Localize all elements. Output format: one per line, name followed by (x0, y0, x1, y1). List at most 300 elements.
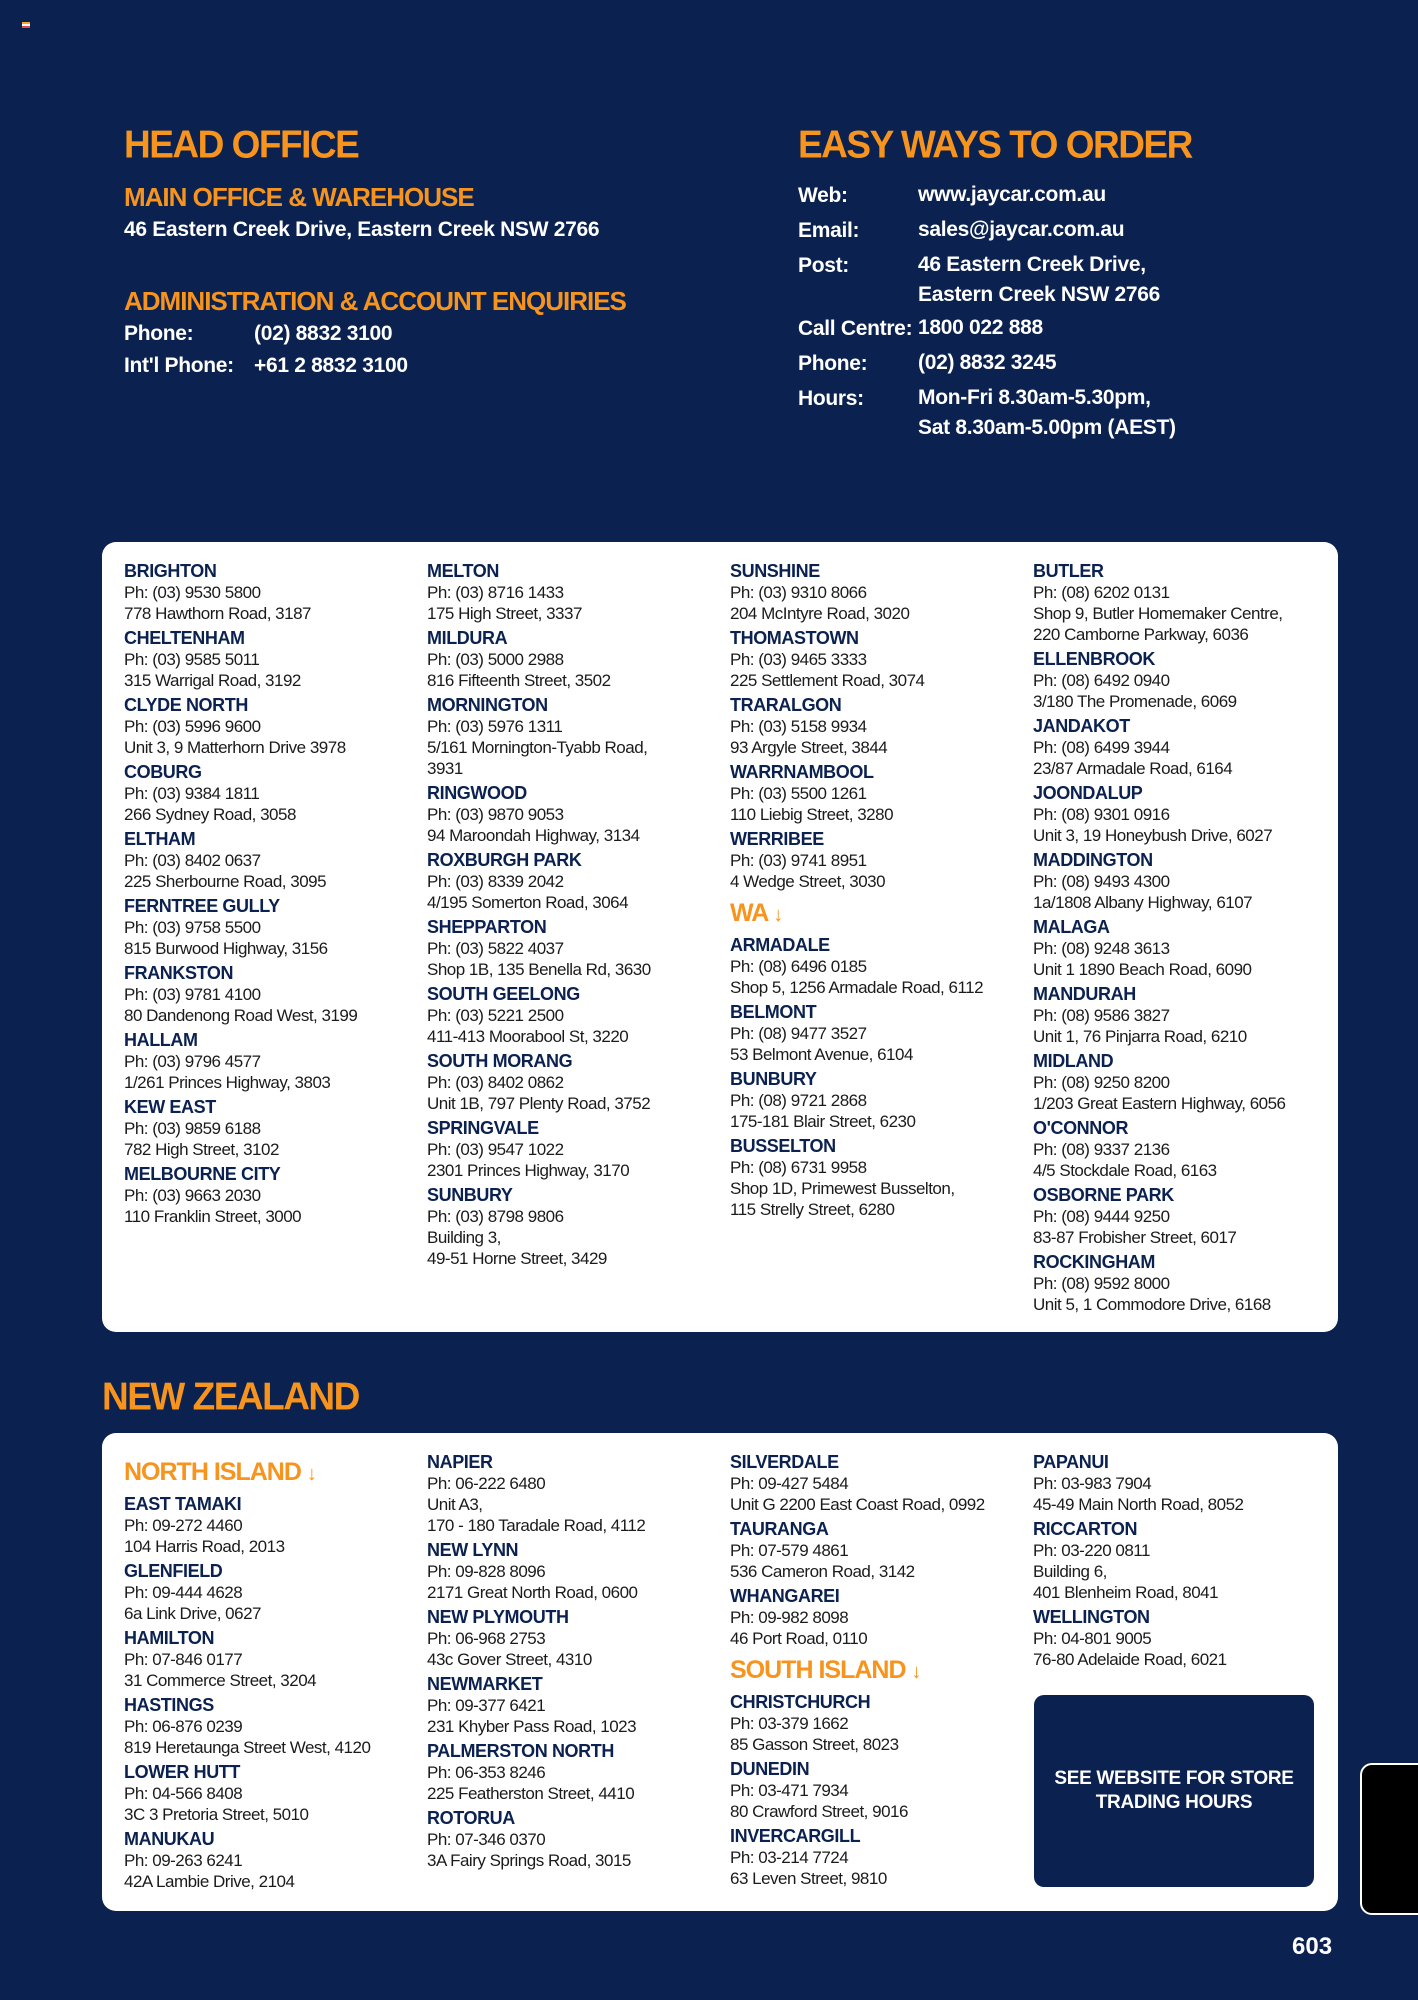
store-name: DUNEDIN (730, 1759, 810, 1779)
store-phone: Ph: (08) 6499 3944 (1033, 738, 1170, 757)
order-row (798, 180, 1358, 212)
store-name: O'CONNOR (1033, 1118, 1129, 1138)
store-address: 816 Fifteenth Street, 3502 (427, 671, 611, 690)
store-phone: Ph: (03) 5822 4037 (427, 939, 564, 958)
store-address: 53 Belmont Avenue, 6104 (730, 1045, 913, 1064)
store-name: WARRNAMBOOL (730, 762, 874, 782)
phone-label: Phone: (124, 322, 194, 345)
store-phone: Ph: 03-214 7724 (730, 1848, 849, 1867)
store-address: Shop 1D, Primewest Busselton, (730, 1179, 955, 1198)
store-address: Building 6, (1033, 1562, 1107, 1581)
store-name: TRARALGON (730, 695, 842, 715)
store-address: 819 Heretaunga Street West, 4120 (124, 1738, 371, 1757)
store-address: Shop 1B, 135 Benella Rd, 3630 (427, 960, 651, 979)
store-address: 266 Sydney Road, 3058 (124, 805, 296, 824)
store-name: NEWMARKET (427, 1674, 543, 1694)
section-tab (1360, 1763, 1418, 1915)
store-name: RINGWOOD (427, 783, 527, 803)
store-address: Unit 3, 9 Matterhorn Drive 3978 (124, 738, 346, 757)
order-row-label: Hours: (798, 387, 864, 410)
store-name: GLENFIELD (124, 1561, 223, 1581)
store-entry (1033, 1606, 1328, 1670)
nz-col-3-north (730, 1451, 1025, 1649)
store-phone: Ph: 09-444 4628 (124, 1583, 243, 1602)
store-phone: Ph: (08) 6731 9958 (730, 1158, 867, 1177)
store-name: SOUTH GEELONG (427, 984, 580, 1004)
store-address: 49-51 Horne Street, 3429 (427, 1249, 607, 1268)
store-phone: Ph: (03) 5158 9934 (730, 717, 867, 736)
store-name: WERRIBEE (730, 829, 824, 849)
store-phone: Ph: (03) 9663 2030 (124, 1186, 261, 1205)
store-name: CLYDE NORTH (124, 695, 248, 715)
order-row (798, 313, 1358, 345)
store-entry (427, 694, 722, 779)
store-entry (124, 1694, 419, 1758)
store-entry (730, 1135, 1025, 1220)
store-name: INVERCARGILL (730, 1826, 861, 1846)
head-office-title: HEAD OFFICE (124, 122, 359, 166)
store-name: CHRISTCHURCH (730, 1692, 871, 1712)
store-name: FRANKSTON (124, 963, 234, 983)
store-name: WELLINGTON (1033, 1607, 1150, 1627)
store-address: 4 Wedge Street, 3030 (730, 872, 886, 891)
store-phone: Ph: 06-353 8246 (427, 1763, 546, 1782)
store-name: HASTINGS (124, 1695, 214, 1715)
au-col-4 (1033, 560, 1333, 1318)
store-entry (124, 828, 419, 892)
store-entry (427, 1539, 722, 1603)
store-name: NEW LYNN (427, 1540, 519, 1560)
store-entry (730, 1001, 1025, 1065)
store-address: Unit 1B, 797 Plenty Road, 3752 (427, 1094, 651, 1113)
store-phone: Ph: 06-222 6480 (427, 1474, 546, 1493)
store-address: Unit 3, 19 Honeybush Drive, 6027 (1033, 826, 1273, 845)
store-entry (124, 1163, 419, 1227)
store-hours-note (1034, 1695, 1314, 1887)
arrow-down-icon: ↓ (911, 1661, 921, 1683)
order-row-value: www.jaycar.com.au (918, 183, 1106, 206)
store-address: 225 Settlement Road, 3074 (730, 671, 925, 690)
store-entry (427, 1050, 722, 1114)
store-name: MALAGA (1033, 917, 1110, 937)
store-phone: Ph: (08) 6202 0131 (1033, 583, 1170, 602)
store-name: JANDAKOT (1033, 716, 1130, 736)
nz-col-3 (730, 1451, 1025, 1892)
nz-stores-panel (102, 1433, 1338, 1911)
order-row-value: 46 Eastern Creek Drive, Eastern Creek NSW 2766 (918, 253, 1161, 306)
store-entry (124, 1493, 419, 1557)
store-name: HAMILTON (124, 1628, 215, 1648)
store-name: ROTORUA (427, 1808, 515, 1828)
order-row-label: Phone: (798, 352, 868, 375)
store-phone: Ph: (03) 9547 1022 (427, 1140, 564, 1159)
store-entry (1033, 849, 1333, 913)
order-row-label: Email: (798, 219, 860, 242)
store-entry (1033, 983, 1333, 1047)
store-name: MELBOURNE CITY (124, 1164, 281, 1184)
store-address: 83-87 Frobisher Street, 6017 (1033, 1228, 1237, 1247)
store-entry (427, 1451, 722, 1536)
store-entry (124, 694, 419, 758)
store-phone: Ph: 07-579 4861 (730, 1541, 849, 1560)
store-entry (427, 560, 722, 624)
store-entry (730, 694, 1025, 758)
main-office-heading: MAIN OFFICE & WAREHOUSE (124, 182, 474, 212)
phone-value: (02) 8832 3100 (254, 322, 393, 345)
store-phone: Ph: (03) 9741 8951 (730, 851, 867, 870)
store-entry (730, 1691, 1025, 1755)
store-name: SUNBURY (427, 1185, 513, 1205)
nz-col-4 (1033, 1451, 1328, 1673)
store-phone: Ph: 09-427 5484 (730, 1474, 849, 1493)
wa-region-heading (730, 896, 1025, 932)
au-col-3-wa (730, 934, 1025, 1220)
store-entry (1033, 648, 1333, 712)
store-name: PAPANUI (1033, 1452, 1109, 1472)
store-name: RICCARTON (1033, 1519, 1138, 1539)
store-name: SPRINGVALE (427, 1118, 539, 1138)
store-address: 80 Crawford Street, 9016 (730, 1802, 908, 1821)
store-address: 45-49 Main North Road, 8052 (1033, 1495, 1244, 1514)
store-entry (1033, 1451, 1328, 1515)
store-phone: Ph: (08) 9248 3613 (1033, 939, 1170, 958)
intl-phone-value: +61 2 8832 3100 (254, 354, 408, 377)
store-name: MANUKAU (124, 1829, 215, 1849)
store-address: 778 Hawthorn Road, 3187 (124, 604, 311, 623)
order-rows (798, 180, 1358, 443)
store-phone: Ph: (03) 9859 6188 (124, 1119, 261, 1138)
store-address: 110 Liebig Street, 3280 (730, 805, 894, 824)
store-phone: Ph: (08) 9493 4300 (1033, 872, 1170, 891)
store-name: BELMONT (730, 1002, 817, 1022)
store-phone: Ph: 03-471 7934 (730, 1781, 849, 1800)
store-entry (730, 560, 1025, 624)
store-phone: Ph: 04-801 9005 (1033, 1629, 1152, 1648)
arrow-down-icon: ↓ (773, 904, 783, 926)
store-name: LOWER HUTT (124, 1762, 240, 1782)
store-phone: Ph: (03) 9870 9053 (427, 805, 564, 824)
store-address: 85 Gasson Street, 8023 (730, 1735, 899, 1754)
store-phone: Ph: (08) 9444 9250 (1033, 1207, 1170, 1226)
store-entry (1033, 1117, 1333, 1181)
store-address: 225 Sherbourne Road, 3095 (124, 872, 327, 891)
store-entry (124, 895, 419, 959)
store-address: 231 Khyber Pass Road, 1023 (427, 1717, 637, 1736)
store-entry (124, 1627, 419, 1691)
store-name: BUNBURY (730, 1069, 817, 1089)
order-row-value: Mon-Fri 8.30am-5.30pm, Sat 8.30am-5.00pm (AEST) (918, 386, 1176, 439)
store-name: JOONDALUP (1033, 783, 1143, 803)
store-phone: Ph: (03) 5996 9600 (124, 717, 261, 736)
store-address: 2301 Princes Highway, 3170 (427, 1161, 630, 1180)
nz-col-1 (124, 1455, 419, 1895)
north-island-heading (124, 1455, 419, 1491)
store-name: ELLENBROOK (1033, 649, 1156, 669)
store-address: 3931 (427, 759, 463, 778)
store-entry (730, 1451, 1025, 1515)
au-col-2 (427, 560, 722, 1272)
store-address: 536 Cameron Road, 3142 (730, 1562, 915, 1581)
store-phone: Ph: 04-566 8408 (124, 1784, 243, 1803)
store-address: 110 Franklin Street, 3000 (124, 1207, 302, 1226)
store-entry (124, 962, 419, 1026)
store-address: 63 Leven Street, 9810 (730, 1869, 887, 1888)
order-row-label: Call Centre: (798, 317, 913, 340)
store-address: 115 Strelly Street, 6280 (730, 1200, 895, 1219)
store-address: Building 3, (427, 1228, 501, 1247)
store-address: Unit 1, 76 Pinjarra Road, 6210 (1033, 1027, 1247, 1046)
store-entry (427, 782, 722, 846)
store-address: Shop 5, 1256 Armadale Road, 6112 (730, 978, 984, 997)
order-section (798, 122, 1358, 446)
store-name: NAPIER (427, 1452, 493, 1472)
store-address: 3C 3 Pretoria Street, 5010 (124, 1805, 309, 1824)
nz-col-2 (427, 1451, 722, 1874)
store-address: 76-80 Adelaide Road, 6021 (1033, 1650, 1227, 1669)
store-name: SHEPPARTON (427, 917, 547, 937)
store-address: 94 Maroondah Highway, 3134 (427, 826, 640, 845)
store-name: HALLAM (124, 1030, 198, 1050)
store-phone: Ph: (03) 5000 2988 (427, 650, 564, 669)
store-hours-note-text: SEE WEBSITE FOR STORE TRADING HOURS (1054, 1768, 1294, 1813)
store-entry (427, 1606, 722, 1670)
nz-col-1-list (124, 1493, 419, 1892)
store-address: 170 - 180 Taradale Road, 4112 (427, 1516, 646, 1535)
store-entry (427, 916, 722, 980)
store-name: MADDINGTON (1033, 850, 1153, 870)
store-address: 4/5 Stockdale Road, 6163 (1033, 1161, 1217, 1180)
intl-phone-label: Int'l Phone: (124, 354, 234, 377)
store-phone: Ph: 06-968 2753 (427, 1629, 546, 1648)
store-entry (1033, 1518, 1328, 1603)
store-name: WHANGAREI (730, 1586, 840, 1606)
nz-col-3-south (730, 1691, 1025, 1889)
store-phone: Ph: (03) 8716 1433 (427, 583, 564, 602)
store-entry (730, 761, 1025, 825)
store-entry (427, 627, 722, 691)
store-address: Unit 1 1890 Beach Road, 6090 (1033, 960, 1252, 979)
store-address: 815 Burwood Highway, 3156 (124, 939, 328, 958)
store-entry (730, 934, 1025, 998)
store-phone: Ph: 09-982 8098 (730, 1608, 849, 1627)
store-address: 43c Gover Street, 4310 (427, 1650, 592, 1669)
store-address: 204 McIntyre Road, 3020 (730, 604, 910, 623)
store-address: 1a/1808 Albany Highway, 6107 (1033, 893, 1253, 912)
store-name: KEW EAST (124, 1097, 216, 1117)
store-phone: Ph: (03) 9781 4100 (124, 985, 261, 1004)
store-phone: Ph: 03-379 1662 (730, 1714, 849, 1733)
store-address: 3A Fairy Springs Road, 3015 (427, 1851, 631, 1870)
store-phone: Ph: 09-272 4460 (124, 1516, 243, 1535)
store-address: 401 Blenheim Road, 8041 (1033, 1583, 1219, 1602)
store-entry (427, 849, 722, 913)
store-entry (1033, 1251, 1333, 1315)
store-name: ROXBURGH PARK (427, 850, 582, 870)
store-phone: Ph: 03-983 7904 (1033, 1474, 1152, 1493)
store-name: SILVERDALE (730, 1452, 839, 1472)
store-name: FERNTREE GULLY (124, 896, 280, 916)
store-address: 411-413 Moorabool St, 3220 (427, 1027, 629, 1046)
order-row (798, 250, 1358, 310)
store-phone: Ph: (03) 5976 1311 (427, 717, 563, 736)
store-name: MELTON (427, 561, 499, 581)
au-col-1 (124, 560, 419, 1230)
store-address: Shop 9, Butler Homemaker Centre, (1033, 604, 1283, 623)
store-address: Unit 5, 1 Commodore Drive, 6168 (1033, 1295, 1271, 1314)
au-col-3-vic (730, 560, 1025, 892)
store-phone: Ph: (08) 9250 8200 (1033, 1073, 1170, 1092)
store-entry (730, 828, 1025, 892)
south-island-heading (730, 1653, 1025, 1689)
order-row-value: 1800 022 888 (918, 316, 1043, 339)
store-name: BUSSELTON (730, 1136, 836, 1156)
store-name: SUNSHINE (730, 561, 820, 581)
store-entry (124, 627, 419, 691)
page-number: 603 (1292, 1933, 1333, 1960)
store-address: 1/203 Great Eastern Highway, 6056 (1033, 1094, 1286, 1113)
australia-stores-panel (102, 542, 1338, 1332)
store-address: 315 Warrigal Road, 3192 (124, 671, 301, 690)
order-row (798, 348, 1358, 380)
store-entry (124, 1096, 419, 1160)
store-address: 220 Camborne Parkway, 6036 (1033, 625, 1249, 644)
store-phone: Ph: (03) 8339 2042 (427, 872, 564, 891)
store-entry (427, 1673, 722, 1737)
admin-heading: ADMINISTRATION & ACCOUNT ENQUIRIES (124, 286, 626, 316)
store-name: MANDURAH (1033, 984, 1136, 1004)
store-phone: Ph: (03) 5221 2500 (427, 1006, 564, 1025)
store-name: OSBORNE PARK (1033, 1185, 1174, 1205)
store-address: 31 Commerce Street, 3204 (124, 1671, 317, 1690)
store-entry (730, 1758, 1025, 1822)
store-phone: Ph: 09-377 6421 (427, 1696, 546, 1715)
store-entry (730, 1068, 1025, 1132)
store-entry (427, 983, 722, 1047)
store-name: PALMERSTON NORTH (427, 1741, 614, 1761)
au-col-3 (730, 560, 1025, 1223)
order-row-label: Web: (798, 184, 848, 207)
store-entry (1033, 782, 1333, 846)
store-entry (124, 560, 419, 624)
store-address: 42A Lambie Drive, 2104 (124, 1872, 295, 1891)
store-entry (1033, 715, 1333, 779)
store-phone: Ph: (08) 9721 2868 (730, 1091, 867, 1110)
store-name: BRIGHTON (124, 561, 217, 581)
store-entry (124, 1761, 419, 1825)
store-address: 93 Argyle Street, 3844 (730, 738, 888, 757)
store-entry (1033, 916, 1333, 980)
store-name: EAST TAMAKI (124, 1494, 242, 1514)
store-phone: Ph: (03) 9796 4577 (124, 1052, 261, 1071)
store-name: NEW PLYMOUTH (427, 1607, 569, 1627)
store-address: 104 Harris Road, 2013 (124, 1537, 285, 1556)
store-phone: Ph: (08) 9592 8000 (1033, 1274, 1170, 1293)
store-phone: Ph: 06-876 0239 (124, 1717, 243, 1736)
store-name: CHELTENHAM (124, 628, 245, 648)
store-phone: Ph: (08) 6496 0185 (730, 957, 867, 976)
admin-intl-row (124, 350, 764, 382)
store-entry (427, 1740, 722, 1804)
store-entry (1033, 1050, 1333, 1114)
store-address: 80 Dandenong Road West, 3199 (124, 1006, 358, 1025)
store-entry (730, 1585, 1025, 1649)
store-phone: Ph: 07-846 0177 (124, 1650, 243, 1669)
store-name: COBURG (124, 762, 202, 782)
store-address: 2171 Great North Road, 0600 (427, 1583, 638, 1602)
store-name: SOUTH MORANG (427, 1051, 573, 1071)
store-name: MIDLAND (1033, 1051, 1114, 1071)
order-row (798, 383, 1358, 443)
south-island-label: SOUTH ISLAND (730, 1656, 906, 1684)
store-name: THOMASTOWN (730, 628, 859, 648)
store-name: MILDURA (427, 628, 508, 648)
store-entry (124, 1560, 419, 1624)
store-phone: Ph: (08) 9477 3527 (730, 1024, 867, 1043)
store-entry (427, 1117, 722, 1181)
store-entry (730, 1825, 1025, 1889)
main-office-address: 46 Eastern Creek Drive, Eastern Creek NSW 2766 (124, 218, 600, 241)
store-phone: Ph: (03) 9384 1811 (124, 784, 260, 803)
store-phone: Ph: (03) 8798 9806 (427, 1207, 564, 1226)
store-phone: Ph: (03) 9585 5011 (124, 650, 260, 669)
head-office-section (124, 122, 764, 382)
order-row-value: (02) 8832 3245 (918, 351, 1057, 374)
store-phone: Ph: (08) 9586 3827 (1033, 1006, 1170, 1025)
store-name: BUTLER (1033, 561, 1104, 581)
store-phone: Ph: 09-263 6241 (124, 1851, 243, 1870)
store-address: 6a Link Drive, 0627 (124, 1604, 261, 1623)
store-address: 782 High Street, 3102 (124, 1140, 279, 1159)
store-entry (427, 1807, 722, 1871)
store-address: 23/87 Armadale Road, 6164 (1033, 759, 1233, 778)
store-address: 46 Port Road, 0110 (730, 1629, 868, 1648)
store-address: Unit A3, (427, 1495, 483, 1514)
nz-title: NEW ZEALAND (102, 1374, 359, 1418)
order-row-value: sales@jaycar.com.au (918, 218, 1125, 241)
store-address: 3/180 The Promenade, 6069 (1033, 692, 1237, 711)
store-phone: Ph: (03) 9465 3333 (730, 650, 867, 669)
store-phone: Ph: (03) 5500 1261 (730, 784, 867, 803)
arrow-down-icon: ↓ (306, 1463, 316, 1485)
store-phone: Ph: 03-220 0811 (1033, 1541, 1150, 1560)
store-entry (124, 1828, 419, 1892)
store-phone: Ph: (03) 8402 0862 (427, 1073, 564, 1092)
wa-label: WA (730, 899, 768, 927)
store-phone: Ph: 09-828 8096 (427, 1562, 546, 1581)
store-name: ELTHAM (124, 829, 196, 849)
order-row-label: Post: (798, 254, 850, 277)
store-entry (1033, 1184, 1333, 1248)
store-phone: Ph: 07-346 0370 (427, 1830, 546, 1849)
store-address: 5/161 Mornington-Tyabb Road, (427, 738, 648, 757)
store-phone: Ph: (03) 9530 5800 (124, 583, 261, 602)
store-address: 175 High Street, 3337 (427, 604, 582, 623)
store-entry (730, 1518, 1025, 1582)
store-address: 1/261 Princes Highway, 3803 (124, 1073, 331, 1092)
store-phone: Ph: (03) 9758 5500 (124, 918, 261, 937)
order-row (798, 215, 1358, 247)
store-address: 225 Featherston Street, 4410 (427, 1784, 635, 1803)
store-phone: Ph: (08) 9337 2136 (1033, 1140, 1170, 1159)
admin-phone-row (124, 318, 764, 350)
order-title: EASY WAYS TO ORDER (798, 122, 1192, 166)
north-island-label: NORTH ISLAND (124, 1458, 301, 1486)
store-name: TAURANGA (730, 1519, 829, 1539)
store-entry (124, 1029, 419, 1093)
store-name: MORNINGTON (427, 695, 548, 715)
store-phone: Ph: (03) 9310 8066 (730, 583, 867, 602)
store-entry (1033, 560, 1333, 645)
